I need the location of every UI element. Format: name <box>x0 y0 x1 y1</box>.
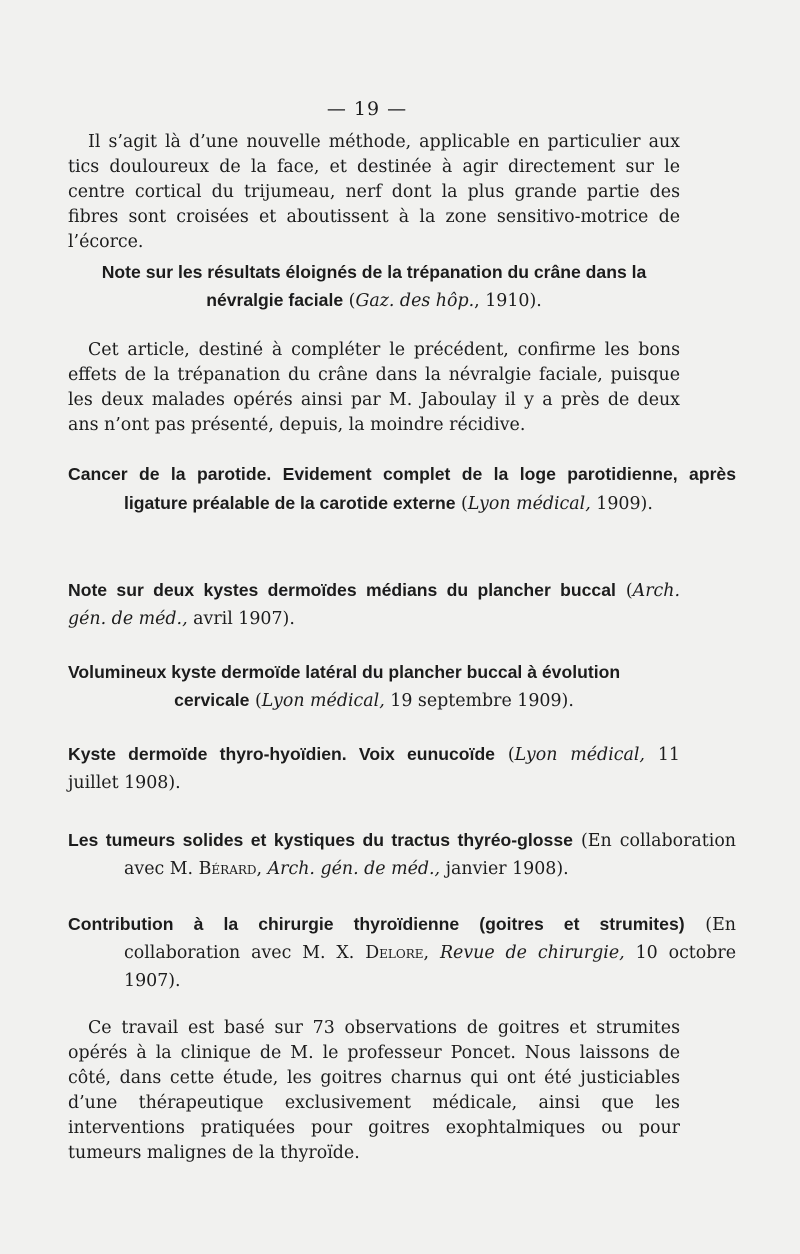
journal-name: Arch. gén. de méd., <box>267 859 441 879</box>
ref-date: 19 septembre 1909). <box>384 691 574 711</box>
journal-name: Lyon médical, <box>261 691 385 711</box>
entry-chirurgie-thyroidienne <box>68 910 736 995</box>
ref-open: ( <box>494 745 515 765</box>
entry-title-line-2 <box>68 286 680 315</box>
ref-date: , 1910). <box>474 291 542 311</box>
ref-date: 11 juillet 1908). <box>68 745 680 793</box>
summary-paragraph: Cet article, destiné à compléter le précédent, confirme les bons effets de la trépanation du crâne dans la névralgie faciale, puisque les deux malades opérés ainsi par M. Jaboulay il y a près de deux ans n’ont pas présenté, depuis, la moindre récidive. <box>68 340 680 435</box>
entry-thyro-hyoidien <box>68 740 680 797</box>
ref-date: janvier 1908). <box>440 859 569 879</box>
intro-paragraph: Il s’agit là d’une nouvelle méthode, applicable en particulier aux tics douloureux de la face, et destinée à agir directement sur le centre cortical du trijumeau, nerf dont la plus grande partie des fibres sont croisées et aboutissent à la zone sensitivo-motrice de l’écorce. <box>68 132 680 252</box>
collaborator-name: Delore <box>365 943 424 963</box>
ref-date: 1909). <box>590 494 653 514</box>
collaborator-name: Bérard <box>198 859 257 879</box>
closing-paragraph: Ce travail est basé sur 73 observations de goitres et strumites opérés à la clinique de M. le professeur Poncet. Nous laissons de côté, dans cette étude, les goitres charnus qui ont été justiciables d’une thérapeutique exclusivement médicale, ainsi que les interventions pratiquées pour goitres exophtalmiques ou pour tumeurs malignes de la thyroïde. <box>68 1018 680 1163</box>
entry-title: Note sur deux kystes dermoïdes médians du plancher buccal <box>68 580 616 600</box>
separator: , <box>423 943 440 963</box>
entry-title-line: Volumineux kyste dermoïde latéral du plancher buccal à évolution <box>68 662 621 682</box>
entry-tractus-thyreo-glosse <box>68 826 736 883</box>
collab-text: (En collaboration avec M. <box>124 831 736 879</box>
entry-title-line: Note sur les résultats éloignés de la trépanation du crâne dans la <box>101 262 647 282</box>
entry-title: Contribution à la chirurgie thyroïdienne (goitres et strumites) <box>68 914 685 934</box>
page-number: — 19 — <box>326 98 408 120</box>
ref-open: ( <box>343 291 356 311</box>
journal-name: Lyon médical, <box>514 745 645 765</box>
ref-open: ( <box>455 494 468 514</box>
ref-open: ( <box>249 691 262 711</box>
collab-text: (En collaboration avec M. X. <box>124 915 736 963</box>
entry-title: Les tumeurs solides et kystiques du tractus thyréo-glosse <box>68 830 573 850</box>
entry-cancer-parotide <box>68 460 736 518</box>
entry-kyste-lateral <box>68 658 680 715</box>
entry-title-line-2 <box>68 686 680 715</box>
journal-name: Gaz. des hôp. <box>355 291 475 311</box>
entry-kystes-medians <box>68 576 680 633</box>
journal-name: Revue de chirurgie, <box>439 943 625 963</box>
entry-title: cervicale <box>174 690 250 710</box>
journal-name: Lyon médical, <box>467 494 591 514</box>
entry-title: Kyste dermoïde thyro-hyoïdien. Voix eunucoïde <box>68 744 495 764</box>
entry-title: Cancer de la parotide. Evidement complet de la loge parotidienne, après ligature préalable de la carotide externe <box>68 464 736 513</box>
entry-trepanation <box>68 258 680 315</box>
entry-title: névralgie faciale <box>206 290 344 310</box>
ref-date: avril 1907). <box>187 609 295 629</box>
journal-name: Arch. gén. de méd., <box>68 581 680 629</box>
ref-date: 10 octobre 1907). <box>124 943 737 991</box>
separator: , <box>256 859 268 879</box>
ref-open: ( <box>615 581 633 601</box>
